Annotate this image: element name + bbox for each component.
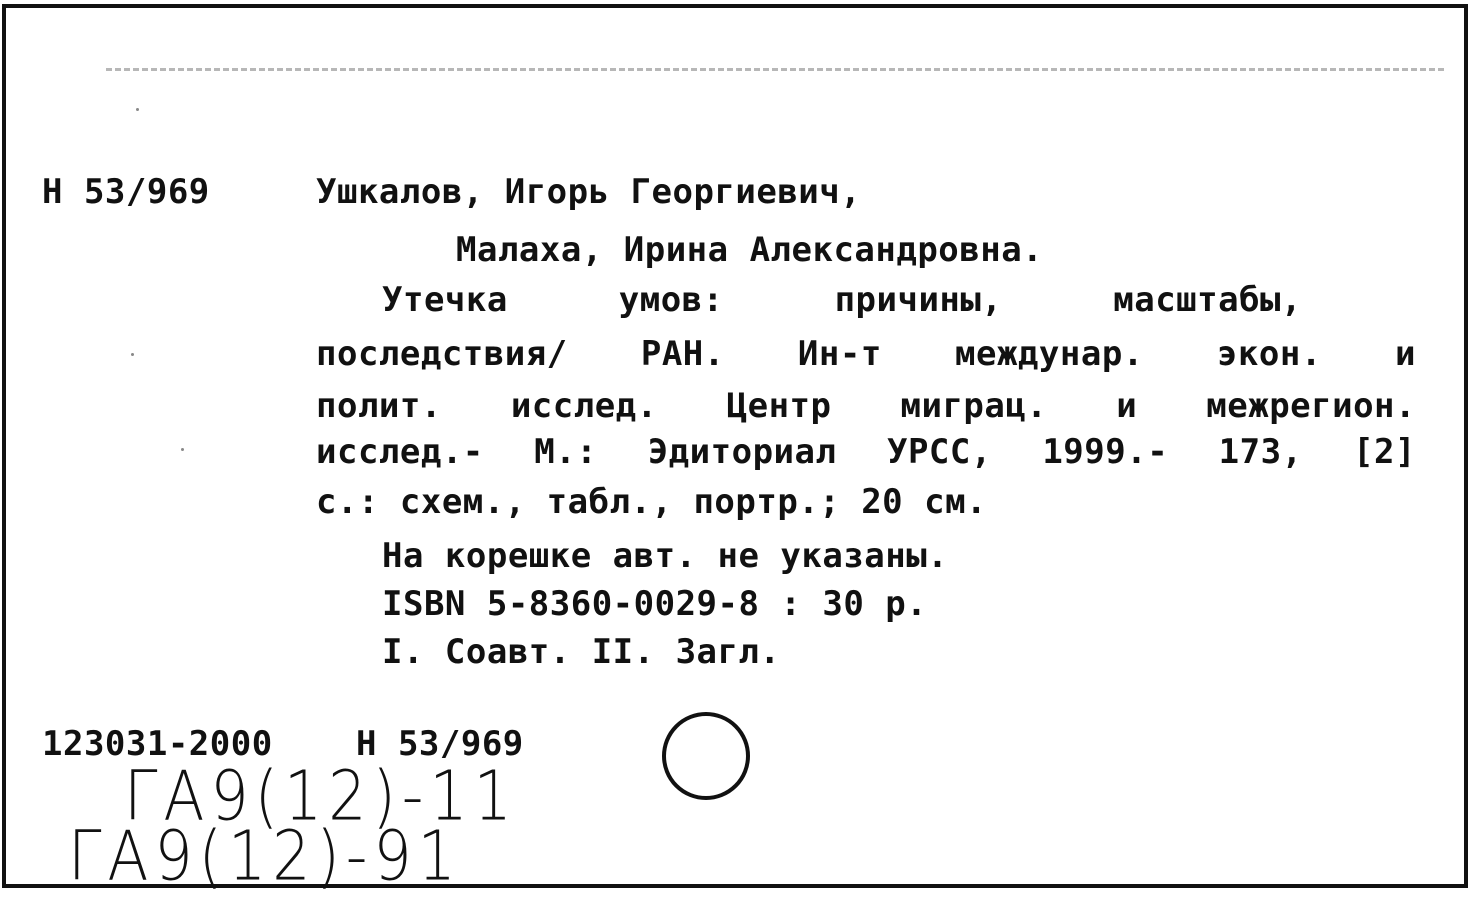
body-line-3: полит. исслед. Центр миграц. и межрегион. [316,386,1416,426]
speck [131,353,134,356]
catalog-card [2,4,1468,897]
shelf-mark: Н 53/969 [42,172,210,212]
footer-code: 123031-2000 [42,724,273,764]
body-line-4: исслед.- М.: Эдиториал УРСС, 1999.- 173, [2] [316,432,1416,472]
body-line-2: последствия/ РАН. Ин-т междунар. экон. и [316,334,1416,374]
coauthor-line: Малаха, Ирина Александровна. [456,230,1044,270]
handwritten-code-2: ГА9(12)-91 [68,816,462,897]
body-line-5: с.: схем., табл., портр.; 20 см. [316,482,988,522]
index-line: I. Соавт. II. Загл. [382,632,781,672]
speck [136,108,139,111]
handwritten-code-1: ГА9(12)-11 [124,756,518,837]
note-line: На корешке авт. не указаны. [382,536,949,576]
isbn-line: ISBN 5-8360-0029-8 : 30 р. [382,584,928,624]
punch-hole-circle-icon [658,708,758,808]
top-dotted-rule [106,68,1444,71]
title-line: Утечка умов: причины, масштабы, [382,280,1302,320]
author-line: Ушкалов, Игорь Георгиевич, [316,172,862,212]
footer-shelf-mark: Н 53/969 [356,724,524,764]
speck [181,448,184,451]
